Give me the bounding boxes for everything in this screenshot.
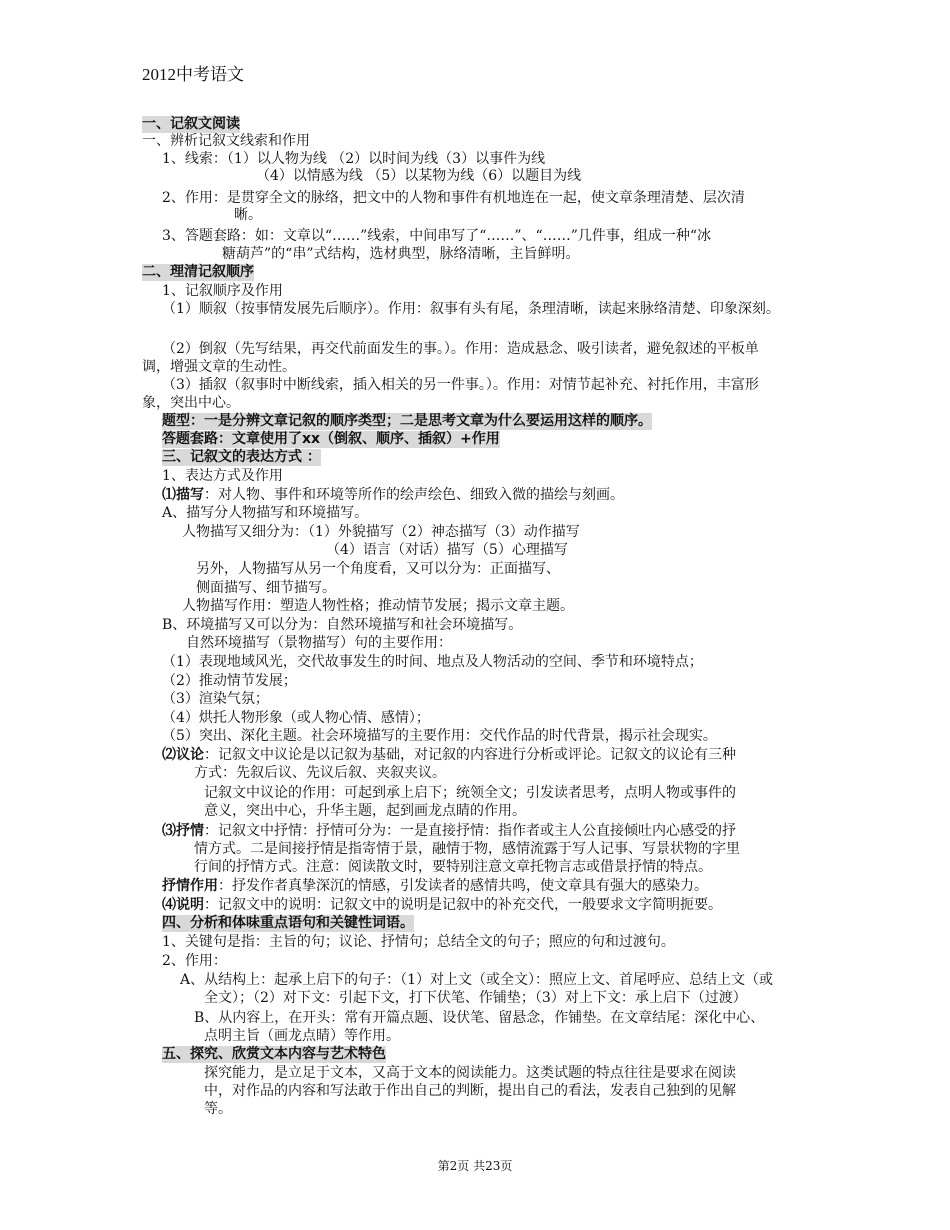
text-line: 晰。 bbox=[234, 207, 262, 223]
text-line: 人物描写作用：塑造人物性格；推动情节发展；揭示文章主题。 bbox=[182, 598, 574, 614]
text-line bbox=[162, 897, 722, 914]
page-footer: 第2页 共23页 bbox=[437, 1159, 513, 1173]
term-definition: ：对人物、事件和环境等所作的绘声绘色、细致入微的描绘与刻画。 bbox=[204, 487, 624, 503]
text-line: B、从内容上，在开头：常有开篇点题、设伏笔、留悬念，作铺垫。在文章结尾：深化中心、 bbox=[194, 1010, 765, 1026]
text-line: 侧面描写、细节描写。 bbox=[196, 580, 336, 596]
term-argument: ⑵议论 bbox=[162, 747, 204, 763]
term-definition: ：记叙文中议论是以记叙为基础，对记叙的内容进行分析或评论。记叙文的议论有三种 bbox=[204, 747, 736, 763]
text-line: 中，对作品的内容和写法敢于作出自己的判断，提出自己的看法，发表自己独到的见解 bbox=[204, 1083, 736, 1099]
text-line: 全文）；（2）对下文：引起下文，打下伏笔、作铺垫；（3）对上下文：承上启下（过渡） bbox=[204, 990, 747, 1006]
text-line: 意义，突出中心，升华主题，起到画龙点睛的作用。 bbox=[204, 803, 526, 819]
term-definition: ：抒发作者真挚深沉的情感，引发读者的感情共鸣，使文章具有强大的感染力。 bbox=[218, 878, 708, 894]
text-line: （3）渲染气氛； bbox=[162, 691, 269, 707]
text-line: 1、表达方式及作用 bbox=[162, 468, 283, 484]
text-line: A、从结构上：起承上启下的句子：（1）对上文（或全文）：照应上文、首尾呼应、总结上文（或 bbox=[180, 972, 774, 988]
section-heading-3: 三、记叙文的表达方式 ： bbox=[162, 449, 321, 465]
text-line: 行间的抒情方式。注意：阅读散文时，要特别注意文章托物言志或借景抒情的特点。 bbox=[194, 859, 712, 875]
text-line: （4）烘托人物形象（或人物心情、感情）； bbox=[162, 710, 430, 726]
text-line: （2）推动情节发展； bbox=[162, 673, 297, 689]
text-line: （4）语言（对话）描写（5）心理描写 bbox=[326, 542, 568, 558]
text-line: 人物描写又细分为：（1）外貌描写（2）神态描写（3）动作描写 bbox=[182, 524, 580, 540]
text-line bbox=[162, 823, 736, 840]
text-line bbox=[162, 487, 624, 504]
section-heading-5: 五、探究、欣赏文本内容与艺术特色 bbox=[162, 1046, 386, 1062]
text-line: 3、答题套路：如：文章以“……”线索，中间串写了“……”、“……”几件事，组成一种“冰 bbox=[162, 228, 712, 244]
term-lyric-effect: 抒情作用 bbox=[162, 878, 218, 894]
text-line: 2、作用： bbox=[162, 953, 227, 969]
text-line: 1、记叙顺序及作用 bbox=[162, 283, 283, 299]
text-line: 点明主旨（画龙点睛）等作用。 bbox=[204, 1028, 400, 1044]
subheading: 一、辨析记叙文线索和作用 bbox=[142, 133, 310, 149]
text-line: A、描写分人物描写和环境描写。 bbox=[162, 505, 369, 521]
text-line bbox=[162, 878, 708, 895]
section-heading-2: 二、理清记叙顺序 bbox=[142, 264, 254, 280]
text-line: 2、作用：是贯穿全文的脉络，把文中的人物和事件有机地连在一起，使文章条理清楚、层次清 bbox=[162, 190, 745, 206]
term-explanation: ⑷说明 bbox=[162, 897, 204, 913]
text-line: 1、关键句是指：主旨的句；议论、抒情句；总结全文的句子；照应的句和过渡句。 bbox=[162, 934, 675, 950]
text-line: （2）倒叙（先写结果，再交代前面发生的事。）。作用：造成悬念、吸引读者，避免叙述的平板单 bbox=[162, 341, 759, 357]
text-line: （1）表现地域风光，交代故事发生的时间、地点及人物活动的空间、季节和环境特点； bbox=[162, 654, 703, 670]
text-line: 调，增强文章的生动性。 bbox=[142, 359, 296, 375]
text-line: 等。 bbox=[204, 1101, 232, 1117]
text-line: 自然环境描写（景物描写）句的主要作用： bbox=[186, 635, 452, 651]
document-header: 2012中考语文 bbox=[142, 65, 244, 84]
section-heading-1: 一、记叙文阅读 bbox=[142, 116, 240, 132]
text-line: （1）顺叙（按事情发展先后顺序）。作用：叙事有头有尾，条理清晰，读起来脉络清楚、印象深刻。 bbox=[162, 301, 780, 317]
text-line: （4）以情感为线 （5）以某物为线（6）以题目为线 bbox=[256, 168, 582, 184]
term-definition: ：记叙文中抒情：抒情可分为：一是直接抒情：指作者或主人公直接倾吐内心感受的抒 bbox=[204, 823, 736, 839]
term-lyric: ⑶抒情 bbox=[162, 823, 204, 839]
term-definition: ：记叙文中的说明：记叙文中的说明是记叙中的补充交代，一般要求文字简明扼要。 bbox=[204, 897, 722, 913]
text-line: （3）插叙（叙事时中断线索，插入相关的另一件事。）。作用：对情节起补充、衬托作用，丰富形 bbox=[162, 377, 759, 393]
section-heading-4: 四、分析和体味重点语句和关键性词语。 bbox=[162, 915, 414, 931]
term-description: ⑴描写 bbox=[162, 487, 204, 503]
text-line: 象，突出中心。 bbox=[142, 395, 240, 411]
text-line: 记叙文中议论的作用：可起到承上启下；统领全文；引发读者思考，点明人物或事件的 bbox=[204, 785, 736, 801]
text-line: 探究能力，是立足于文本，又高于文本的阅读能力。这类试题的特点往往是要求在阅读 bbox=[204, 1065, 736, 1081]
text-line: B、环境描写又可以分为：自然环境描写和社会环境描写。 bbox=[162, 617, 523, 633]
text-line bbox=[162, 747, 736, 764]
text-line: （5）突出、深化主题。社会环境描写的主要作用：交代作品的时代背景，揭示社会现实。 bbox=[162, 728, 717, 744]
answer-template: 答题套路：文章使用了xx（倒叙、顺序、插叙）+作用 bbox=[162, 431, 500, 447]
text-line: 另外，人物描写从另一个角度看，又可以分为：正面描写、 bbox=[196, 561, 560, 577]
text-line: 糖葫芦”的“串”式结构，选材典型，脉络清晰，主旨鲜明。 bbox=[222, 246, 580, 262]
text-line: 1、线索：（1）以人物为线 （2）以时间为线（3）以事件为线 bbox=[162, 151, 546, 167]
question-type: 题型：一是分辨文章记叙的顺序类型；二是思考文章为什么要运用这样的顺序。 bbox=[162, 413, 652, 429]
text-line: 情方式。二是间接抒情是指寄情于景，融情于物，感情流露于写人记事、写景状物的字里 bbox=[194, 841, 740, 857]
text-line: 方式：先叙后议、先议后叙、夹叙夹议。 bbox=[194, 765, 446, 781]
